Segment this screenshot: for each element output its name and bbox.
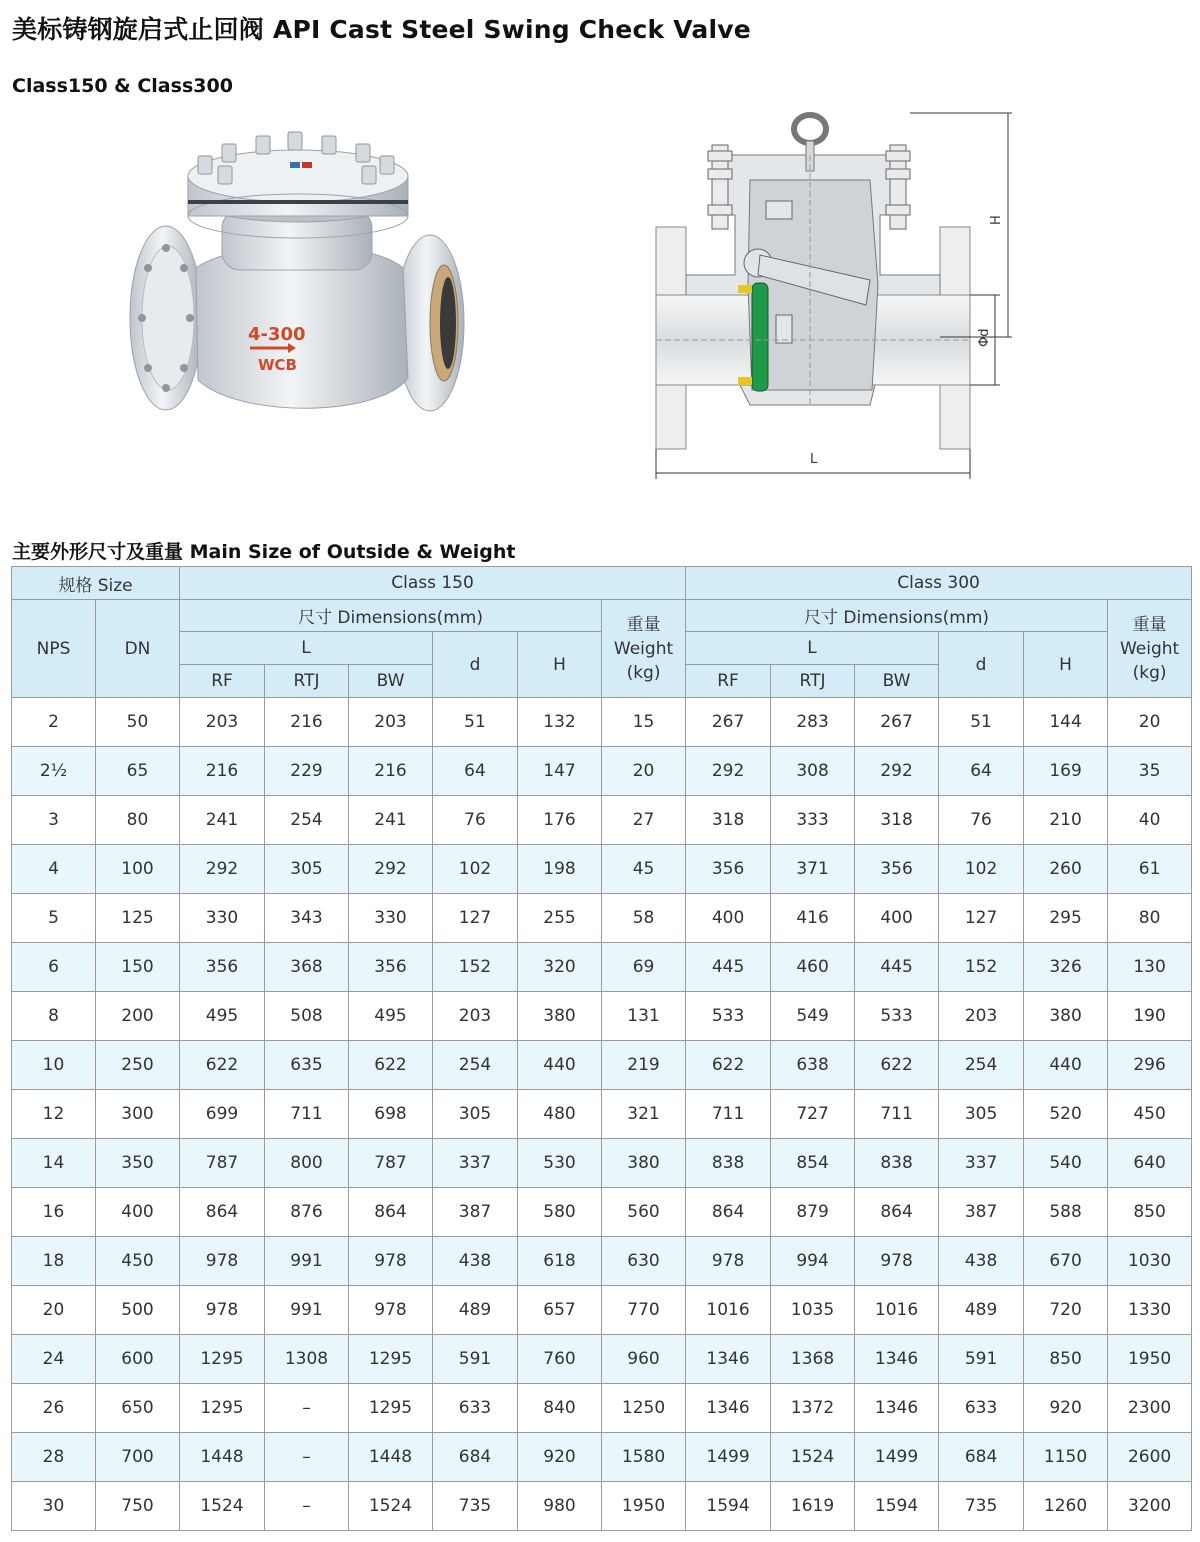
table-cell: 735 <box>939 1482 1024 1531</box>
dimension-label-H: H <box>989 215 1004 225</box>
table-cell: 1330 <box>1108 1286 1192 1335</box>
table-cell: 27 <box>602 796 686 845</box>
header-L-150: L <box>180 632 433 665</box>
table-row <box>12 1139 1192 1188</box>
header-bw-300: BW <box>855 665 939 698</box>
table-cell: 700 <box>96 1433 180 1482</box>
table-cell: 380 <box>602 1139 686 1188</box>
table-cell: 1950 <box>1108 1335 1192 1384</box>
weight-label-unit: (kg) <box>626 662 661 683</box>
table-cell: 216 <box>265 698 349 747</box>
table-cell: 400 <box>855 894 939 943</box>
table-cell: 176 <box>518 796 602 845</box>
header-weight-150 <box>602 600 686 698</box>
table-cell: 460 <box>771 943 855 992</box>
table-cell: 26 <box>12 1384 96 1433</box>
table-cell: 267 <box>855 698 939 747</box>
table-cell: 1308 <box>265 1335 349 1384</box>
table-cell: 292 <box>686 747 771 796</box>
table-cell: 450 <box>1108 1090 1192 1139</box>
table-row <box>12 1384 1192 1433</box>
table-cell: 622 <box>855 1041 939 1090</box>
table-cell: 684 <box>939 1433 1024 1482</box>
header-class300: Class 300 <box>686 567 1192 600</box>
table-cell: 1619 <box>771 1482 855 1531</box>
header-nps: NPS <box>12 600 96 698</box>
table-cell: – <box>265 1433 349 1482</box>
table-cell: 638 <box>771 1041 855 1090</box>
table-cell: 28 <box>12 1433 96 1482</box>
table-cell: 416 <box>771 894 855 943</box>
table-cell: 305 <box>265 845 349 894</box>
table-cell: 770 <box>602 1286 686 1335</box>
table-cell: 800 <box>265 1139 349 1188</box>
table-cell: 64 <box>433 747 518 796</box>
table-cell: 100 <box>96 845 180 894</box>
table-cell: 51 <box>939 698 1024 747</box>
table-cell: 321 <box>602 1090 686 1139</box>
table-cell: 750 <box>96 1482 180 1531</box>
table-cell: 10 <box>12 1041 96 1090</box>
table-cell: 1016 <box>686 1286 771 1335</box>
table-cell: 1368 <box>771 1335 855 1384</box>
weight-label-unit: (kg) <box>1132 662 1167 683</box>
table-cell: 318 <box>686 796 771 845</box>
table-cell: 633 <box>433 1384 518 1433</box>
table-row <box>12 1237 1192 1286</box>
table-cell: 450 <box>96 1237 180 1286</box>
table-cell: 387 <box>939 1188 1024 1237</box>
table-cell: 30 <box>12 1482 96 1531</box>
table-cell: 368 <box>265 943 349 992</box>
table-cell: 438 <box>433 1237 518 1286</box>
table-cell: 735 <box>433 1482 518 1531</box>
table-cell: 152 <box>433 943 518 992</box>
table-cell: 1295 <box>180 1335 265 1384</box>
table-cell: 440 <box>518 1041 602 1090</box>
table-cell: 102 <box>433 845 518 894</box>
table-row <box>12 1090 1192 1139</box>
table-cell: 198 <box>518 845 602 894</box>
table-cell: 241 <box>349 796 433 845</box>
table-cell: 1016 <box>855 1286 939 1335</box>
table-cell: 356 <box>349 943 433 992</box>
table-cell: 1250 <box>602 1384 686 1433</box>
table-cell: 727 <box>771 1090 855 1139</box>
table-title: 主要外形尺寸及重量 Main Size of Outside & Weight <box>12 541 516 563</box>
table-cell: 991 <box>265 1286 349 1335</box>
table-cell: 318 <box>855 796 939 845</box>
table-cell: 40 <box>1108 796 1192 845</box>
table-cell: 711 <box>686 1090 771 1139</box>
table-cell: 622 <box>686 1041 771 1090</box>
table-cell: 1524 <box>771 1433 855 1482</box>
table-cell: 320 <box>518 943 602 992</box>
table-cell: 58 <box>602 894 686 943</box>
table-cell: 51 <box>433 698 518 747</box>
table-cell: 1260 <box>1024 1482 1108 1531</box>
table-cell: 1346 <box>855 1384 939 1433</box>
photo-marking-material: WCB <box>258 356 297 374</box>
table-cell: 3 <box>12 796 96 845</box>
table-cell: 300 <box>96 1090 180 1139</box>
table-row <box>12 845 1192 894</box>
table-cell: 978 <box>180 1237 265 1286</box>
table-cell: 864 <box>349 1188 433 1237</box>
table-cell: 1346 <box>855 1335 939 1384</box>
table-cell: 3200 <box>1108 1482 1192 1531</box>
table-cell: 978 <box>349 1237 433 1286</box>
table-cell: 991 <box>265 1237 349 1286</box>
table-cell: 495 <box>180 992 265 1041</box>
table-cell: 350 <box>96 1139 180 1188</box>
dimension-label-d: Φd <box>977 328 992 347</box>
table-cell: 241 <box>180 796 265 845</box>
table-cell: 61 <box>1108 845 1192 894</box>
table-cell: 356 <box>686 845 771 894</box>
table-cell: 980 <box>518 1482 602 1531</box>
table-cell: 540 <box>1024 1139 1108 1188</box>
table-cell: 305 <box>433 1090 518 1139</box>
table-cell: 219 <box>602 1041 686 1090</box>
table-cell: 254 <box>939 1041 1024 1090</box>
table-cell: 1499 <box>686 1433 771 1482</box>
table-cell: 520 <box>1024 1090 1108 1139</box>
table-cell: 12 <box>12 1090 96 1139</box>
table-cell: 1499 <box>855 1433 939 1482</box>
table-cell: 591 <box>433 1335 518 1384</box>
table-cell: 292 <box>180 845 265 894</box>
table-row <box>12 796 1192 845</box>
table-cell: 920 <box>518 1433 602 1482</box>
table-cell: 216 <box>180 747 265 796</box>
table-cell: 203 <box>433 992 518 1041</box>
table-cell: 125 <box>96 894 180 943</box>
header-d-300: d <box>939 632 1024 698</box>
table-cell: 210 <box>1024 796 1108 845</box>
table-cell: 203 <box>180 698 265 747</box>
table-cell: 255 <box>518 894 602 943</box>
table-cell: 1346 <box>686 1335 771 1384</box>
table-cell: 380 <box>1024 992 1108 1041</box>
table-cell: 14 <box>12 1139 96 1188</box>
header-rtj-150: RTJ <box>265 665 349 698</box>
table-row <box>12 747 1192 796</box>
table-cell: 630 <box>602 1237 686 1286</box>
weight-label-cn: 重量 <box>1132 614 1167 635</box>
header-H-150: H <box>518 632 602 698</box>
table-cell: 337 <box>433 1139 518 1188</box>
table-cell: 150 <box>96 943 180 992</box>
table-cell: 260 <box>1024 845 1108 894</box>
table-cell: 4 <box>12 845 96 894</box>
table-row <box>12 1286 1192 1335</box>
table-cell: 699 <box>180 1090 265 1139</box>
table-cell: 292 <box>349 845 433 894</box>
table-cell: 994 <box>771 1237 855 1286</box>
table-row <box>12 1188 1192 1237</box>
table-cell: 283 <box>771 698 855 747</box>
table-cell: 2600 <box>1108 1433 1192 1482</box>
table-cell: 960 <box>602 1335 686 1384</box>
table-cell: 127 <box>433 894 518 943</box>
table-cell: 489 <box>433 1286 518 1335</box>
table-row <box>12 1433 1192 1482</box>
table-cell: 2 <box>12 698 96 747</box>
weight-label-cn: 重量 <box>626 614 661 635</box>
table-cell: 500 <box>96 1286 180 1335</box>
table-cell: 650 <box>96 1384 180 1433</box>
size-weight-table <box>11 566 1192 1531</box>
header-rf-300: RF <box>686 665 771 698</box>
table-cell: 250 <box>96 1041 180 1090</box>
table-cell: 978 <box>686 1237 771 1286</box>
table-cell: 254 <box>265 796 349 845</box>
table-row <box>12 698 1192 747</box>
table-cell: 1150 <box>1024 1433 1108 1482</box>
table-cell: 440 <box>1024 1041 1108 1090</box>
table-cell: 1524 <box>349 1482 433 1531</box>
table-cell: 1030 <box>1108 1237 1192 1286</box>
table-cell: 876 <box>265 1188 349 1237</box>
table-cell: 308 <box>771 747 855 796</box>
table-cell: 533 <box>855 992 939 1041</box>
table-cell: 2300 <box>1108 1384 1192 1433</box>
table-cell: 864 <box>686 1188 771 1237</box>
table-cell: 387 <box>433 1188 518 1237</box>
table-cell: 80 <box>96 796 180 845</box>
table-cell: 24 <box>12 1335 96 1384</box>
table-cell: 1035 <box>771 1286 855 1335</box>
table-cell: 618 <box>518 1237 602 1286</box>
table-cell: 787 <box>349 1139 433 1188</box>
table-cell: 1448 <box>349 1433 433 1482</box>
table-cell: 787 <box>180 1139 265 1188</box>
header-size: 规格 Size <box>12 567 180 600</box>
table-row <box>12 992 1192 1041</box>
photo-marking-class: 4-300 <box>248 324 306 345</box>
header-H-300: H <box>1024 632 1108 698</box>
table-cell: 480 <box>518 1090 602 1139</box>
table-cell: 864 <box>180 1188 265 1237</box>
table-cell: 216 <box>349 747 433 796</box>
table-cell: 698 <box>349 1090 433 1139</box>
table-cell: 132 <box>518 698 602 747</box>
table-cell: 633 <box>939 1384 1024 1433</box>
valve-section-drawing <box>640 105 1030 490</box>
table-cell: 850 <box>1024 1335 1108 1384</box>
table-row <box>12 1482 1192 1531</box>
table-cell: 5 <box>12 894 96 943</box>
table-cell: 45 <box>602 845 686 894</box>
table-cell: 356 <box>180 943 265 992</box>
table-cell: 711 <box>855 1090 939 1139</box>
header-dimensions-300: 尺寸 Dimensions(mm) <box>686 600 1108 632</box>
table-cell: 144 <box>1024 698 1108 747</box>
header-L-300: L <box>686 632 939 665</box>
table-cell: 840 <box>518 1384 602 1433</box>
table-cell: 330 <box>180 894 265 943</box>
table-row <box>12 1335 1192 1384</box>
table-cell: 1524 <box>180 1482 265 1531</box>
table-cell: 489 <box>939 1286 1024 1335</box>
table-cell: 127 <box>939 894 1024 943</box>
table-cell: 6 <box>12 943 96 992</box>
table-header <box>12 567 1192 698</box>
table-cell: 371 <box>771 845 855 894</box>
table-cell: 591 <box>939 1335 1024 1384</box>
table-cell: 635 <box>265 1041 349 1090</box>
table-cell: 600 <box>96 1335 180 1384</box>
table-cell: 978 <box>180 1286 265 1335</box>
table-cell: 203 <box>939 992 1024 1041</box>
table-cell: 190 <box>1108 992 1192 1041</box>
table-cell: 1580 <box>602 1433 686 1482</box>
table-cell: 549 <box>771 992 855 1041</box>
table-body <box>12 698 1192 1531</box>
table-cell: 20 <box>12 1286 96 1335</box>
table-cell: 333 <box>771 796 855 845</box>
table-cell: 838 <box>855 1139 939 1188</box>
table-cell: 720 <box>1024 1286 1108 1335</box>
table-cell: 130 <box>1108 943 1192 992</box>
table-cell: 495 <box>349 992 433 1041</box>
table-cell: 64 <box>939 747 1024 796</box>
table-cell: 254 <box>433 1041 518 1090</box>
table-cell: 18 <box>12 1237 96 1286</box>
table-cell: 560 <box>602 1188 686 1237</box>
table-cell: – <box>265 1482 349 1531</box>
table-cell: 337 <box>939 1139 1024 1188</box>
table-cell: 102 <box>939 845 1024 894</box>
table-cell: 356 <box>855 845 939 894</box>
table-cell: 400 <box>96 1188 180 1237</box>
table-cell: 1295 <box>349 1335 433 1384</box>
table-cell: 80 <box>1108 894 1192 943</box>
table-cell: 622 <box>349 1041 433 1090</box>
table-cell: 1594 <box>855 1482 939 1531</box>
table-cell: 1372 <box>771 1384 855 1433</box>
table-cell: 1950 <box>602 1482 686 1531</box>
table-row <box>12 894 1192 943</box>
table-cell: 267 <box>686 698 771 747</box>
table-cell: 879 <box>771 1188 855 1237</box>
table-cell: – <box>265 1384 349 1433</box>
table-cell: 760 <box>518 1335 602 1384</box>
table-cell: 65 <box>96 747 180 796</box>
table-cell: 343 <box>265 894 349 943</box>
valve-photo <box>118 118 478 468</box>
table-cell: 169 <box>1024 747 1108 796</box>
table-cell: 326 <box>1024 943 1108 992</box>
table-cell: 50 <box>96 698 180 747</box>
table-cell: 838 <box>686 1139 771 1188</box>
table-cell: 854 <box>771 1139 855 1188</box>
table-cell: 400 <box>686 894 771 943</box>
table-cell: 670 <box>1024 1237 1108 1286</box>
table-cell: 69 <box>602 943 686 992</box>
table-cell: 152 <box>939 943 1024 992</box>
table-cell: 445 <box>686 943 771 992</box>
page-subtitle: Class150 & Class300 <box>12 75 233 97</box>
table-cell: 380 <box>518 992 602 1041</box>
table-row <box>12 1041 1192 1090</box>
weight-label-en: Weight <box>613 638 674 659</box>
table-cell: 1346 <box>686 1384 771 1433</box>
dimension-label-L: L <box>810 452 818 467</box>
header-rf-150: RF <box>180 665 265 698</box>
table-cell: 296 <box>1108 1041 1192 1090</box>
table-cell: 445 <box>855 943 939 992</box>
table-cell: 1594 <box>686 1482 771 1531</box>
table-cell: 305 <box>939 1090 1024 1139</box>
table-cell: 533 <box>686 992 771 1041</box>
table-cell: 850 <box>1108 1188 1192 1237</box>
table-cell: 131 <box>602 992 686 1041</box>
table-cell: 920 <box>1024 1384 1108 1433</box>
header-bw-150: BW <box>349 665 433 698</box>
table-cell: 330 <box>349 894 433 943</box>
table-cell: 1448 <box>180 1433 265 1482</box>
table-cell: 295 <box>1024 894 1108 943</box>
table-cell: 684 <box>433 1433 518 1482</box>
table-cell: 588 <box>1024 1188 1108 1237</box>
table-row <box>12 943 1192 992</box>
table-cell: 292 <box>855 747 939 796</box>
table-cell: 530 <box>518 1139 602 1188</box>
table-cell: 76 <box>433 796 518 845</box>
table-cell: 978 <box>855 1237 939 1286</box>
table-cell: 622 <box>180 1041 265 1090</box>
table-cell: 978 <box>349 1286 433 1335</box>
table-cell: 203 <box>349 698 433 747</box>
table-cell: 20 <box>602 747 686 796</box>
table-cell: 1295 <box>180 1384 265 1433</box>
table-cell: 711 <box>265 1090 349 1139</box>
table-cell: 16 <box>12 1188 96 1237</box>
table-cell: 640 <box>1108 1139 1192 1188</box>
table-cell: 580 <box>518 1188 602 1237</box>
table-cell: 229 <box>265 747 349 796</box>
header-rtj-300: RTJ <box>771 665 855 698</box>
table-cell: 864 <box>855 1188 939 1237</box>
table-cell: 438 <box>939 1237 1024 1286</box>
header-dimensions-150: 尺寸 Dimensions(mm) <box>180 600 602 632</box>
header-d-150: d <box>433 632 518 698</box>
table-cell: 20 <box>1108 698 1192 747</box>
table-cell: 8 <box>12 992 96 1041</box>
table-cell: 35 <box>1108 747 1192 796</box>
table-cell: 508 <box>265 992 349 1041</box>
table-cell: 2½ <box>12 747 96 796</box>
table-cell: 200 <box>96 992 180 1041</box>
table-cell: 15 <box>602 698 686 747</box>
header-class150: Class 150 <box>180 567 686 600</box>
table-cell: 147 <box>518 747 602 796</box>
header-dn: DN <box>96 600 180 698</box>
table-cell: 76 <box>939 796 1024 845</box>
page-title: 美标铸钢旋启式止回阀 API Cast Steel Swing Check Valve <box>12 15 751 44</box>
header-weight-300 <box>1108 600 1192 698</box>
weight-label-en: Weight <box>1119 638 1180 659</box>
table-cell: 1295 <box>349 1384 433 1433</box>
table-cell: 657 <box>518 1286 602 1335</box>
